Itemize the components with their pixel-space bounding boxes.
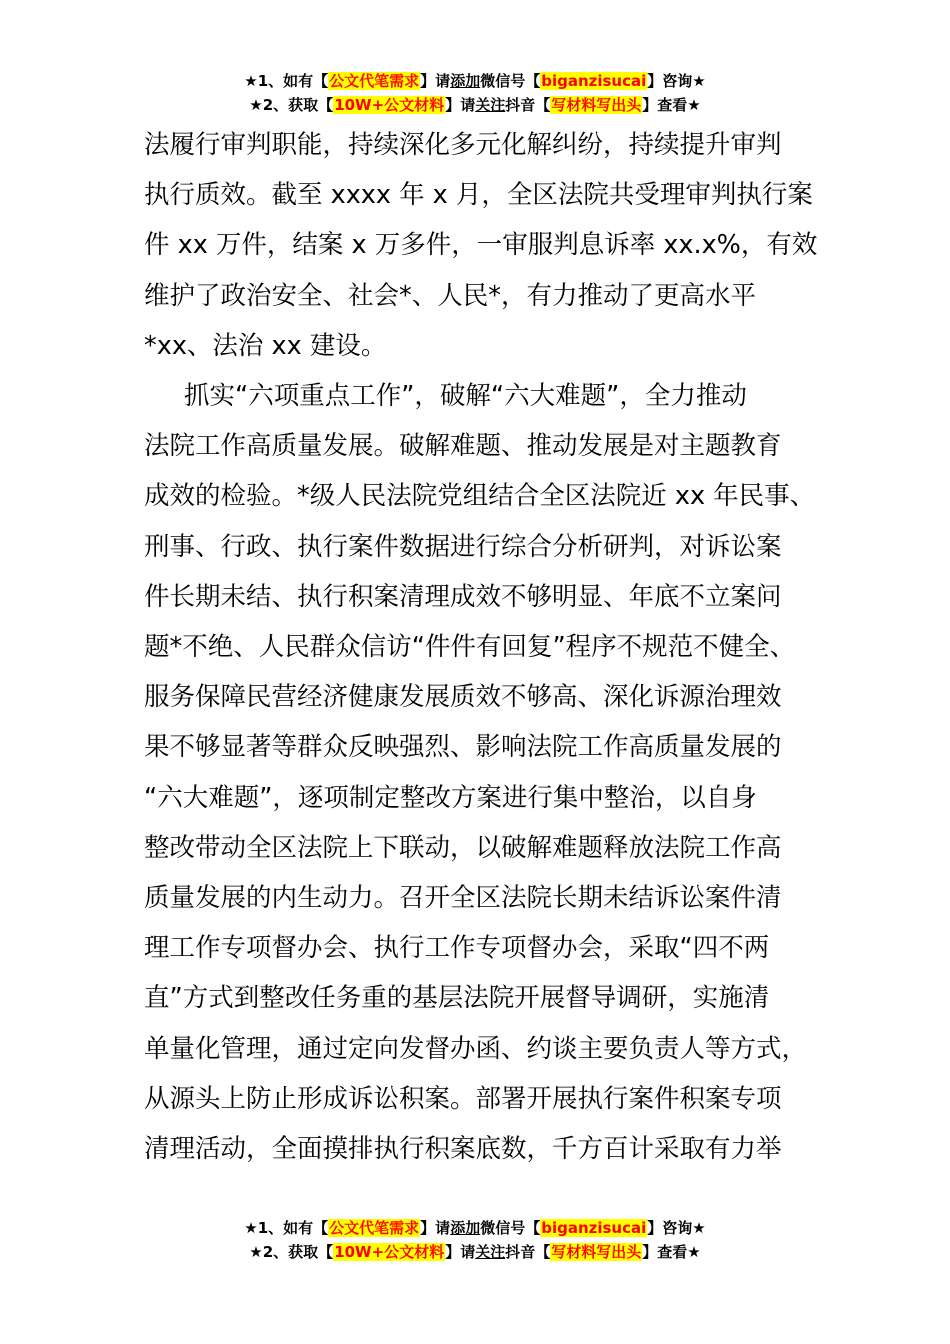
text-line: 刑事、行政、执行案件数据进行综合分析研判，对诉讼案 xyxy=(144,531,782,562)
banner-text: 】咨询★ xyxy=(647,72,706,90)
text-line: 从源头上防止形成诉讼积案。部署开展执行案件积案专项 xyxy=(144,1083,782,1114)
text-line: 服务保障民营经济健康发展质效不够高、深化诉源治理效 xyxy=(144,682,782,713)
paragraph-1 xyxy=(144,120,818,371)
banner-text: 】请 xyxy=(420,1219,451,1237)
banner-text: ★2、获取【 xyxy=(249,1243,334,1261)
banner-highlight-service: 公文代笔需求 xyxy=(329,72,420,90)
banner-line-1 xyxy=(0,69,950,93)
banner-line-1 xyxy=(0,1216,950,1240)
banner-highlight-douyin: 写材料写出头 xyxy=(551,1243,642,1261)
banner-text: 微信号【 xyxy=(480,1219,541,1237)
text-line: 件长期未结、执行积案清理成效不够明显、年底不立案问 xyxy=(144,581,782,612)
banner-line-2 xyxy=(0,93,950,117)
text-line: 单量化管理，通过定向发督办函、约谈主要负责人等方式， xyxy=(144,1033,808,1064)
banner-text: 】查看★ xyxy=(642,96,701,114)
text-line: *xx、法治 xx 建设。 xyxy=(144,330,387,361)
text-line: 执行质效。截至 xxxx 年 x 月，全区法院共受理审判执行案 xyxy=(144,180,813,211)
banner-line-2 xyxy=(0,1240,950,1264)
text-line: 法院工作高质量发展。破解难题、推动发展是对主题教育 xyxy=(144,431,782,462)
paragraph-2 xyxy=(144,371,816,1174)
text-line: “六大难题”，逐项制定整改方案进行集中整治，以自身 xyxy=(144,782,757,813)
banner-text: 】请 xyxy=(445,96,476,114)
banner-text: 抖音【 xyxy=(505,96,551,114)
text-line: 整改带动全区法院上下联动，以破解难题释放法院工作高 xyxy=(144,832,782,863)
text-line: 清理活动，全面摸排执行积案底数，千方百计采取有力举 xyxy=(144,1134,782,1165)
banner-highlight-douyin: 写材料写出头 xyxy=(551,96,642,114)
banner-text: 】请 xyxy=(420,72,451,90)
banner-text: ★2、获取【 xyxy=(249,96,334,114)
text-line: 果不够显著等群众反映强烈、影响法院工作高质量发展的 xyxy=(144,732,782,763)
banner-underlined-text: 添加 xyxy=(450,72,481,90)
banner-highlight-wechat-id: biganzisucai xyxy=(541,1219,647,1237)
banner-text: ★1、如有【 xyxy=(244,72,329,90)
text-line: 维护了政治安全、社会*、人民*，有力推动了更高水平 xyxy=(144,280,757,311)
banner-text: ★1、如有【 xyxy=(244,1219,329,1237)
text-line: 直”方式到整改任务重的基层法院开展督导调研，实施清 xyxy=(144,983,770,1014)
banner-text: 抖音【 xyxy=(505,1243,551,1261)
text-line: 题*不绝、人民群众信访“件件有回复”程序不规范不健全、 xyxy=(144,632,796,663)
banner-highlight-service: 公文代笔需求 xyxy=(329,1219,420,1237)
text-line: 法履行审判职能，持续深化多元化解纠纷，持续提升审判 xyxy=(144,130,782,160)
banner-underlined-text: 添加 xyxy=(450,1219,481,1237)
banner-text: 】查看★ xyxy=(642,1243,701,1261)
banner-underlined-text: 关注 xyxy=(475,1243,506,1261)
banner-text: 】咨询★ xyxy=(647,1219,706,1237)
text-line: 件 xx 万件，结案 x 万多件，一审服判息诉率 xx.x%，有效 xyxy=(144,230,818,261)
text-line: 抓实“六项重点工作”，破解“六大难题”，全力推动 xyxy=(184,381,747,412)
text-line: 成效的检验。*级人民法院党组结合全区法院近 xx 年民事、 xyxy=(144,481,816,512)
footer-banner xyxy=(0,1216,950,1264)
text-line: 理工作专项督办会、执行工作专项督办会，采取“四不两 xyxy=(144,933,770,964)
banner-text: 】请 xyxy=(445,1243,476,1261)
text-line: 质量发展的内生动力。召开全区法院长期未结诉讼案件清 xyxy=(144,883,782,914)
document-body xyxy=(144,120,818,1174)
banner-text: 微信号【 xyxy=(480,72,541,90)
header-banner xyxy=(0,69,950,117)
banner-highlight-materials: 10W+公文材料 xyxy=(334,96,445,114)
banner-underlined-text: 关注 xyxy=(475,96,506,114)
banner-highlight-wechat-id: biganzisucai xyxy=(541,72,647,90)
banner-highlight-materials: 10W+公文材料 xyxy=(334,1243,445,1261)
